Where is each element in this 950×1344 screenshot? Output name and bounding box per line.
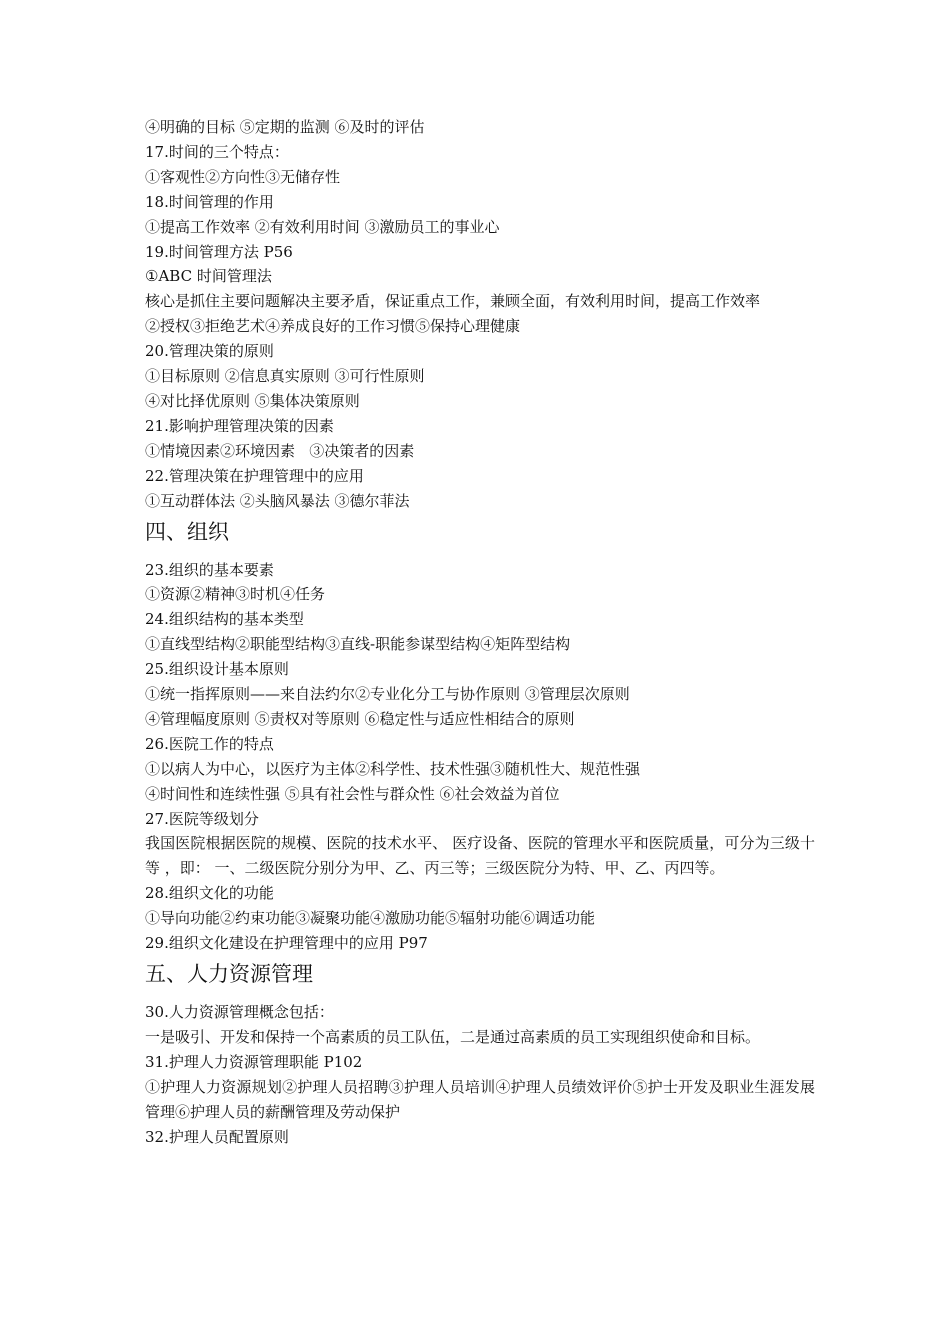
section-heading-human-resources: 五、人力资源管理: [145, 962, 313, 986]
item-heading-20: 20.管理决策的原则: [145, 342, 274, 361]
text-line: ①资源②精神③时机④任务: [145, 585, 326, 604]
item-heading-32: 32.护理人员配置原则: [145, 1127, 289, 1146]
text-line: ④明确的目标 ⑤定期的监测 ⑥及时的评估: [145, 118, 425, 136]
text-line: ④管理幅度原则 ⑤责权对等原则 ⑥稳定性与适应性相结合的原则: [145, 709, 575, 728]
text-line: ①直线型结构②职能型结构③直线-职能参谋型结构④矩阵型结构: [145, 635, 571, 654]
text-line: ②授权③拒绝艺术④养成良好的工作习惯⑤保持心理健康: [145, 317, 521, 336]
paragraph: 一是吸引、开发和保持一个高素质的员工队伍，二是通过高素质的员工实现组织使命和目标。: [145, 1027, 761, 1046]
paragraph: ①护理人力资源规划②护理人员招聘③护理人员培训④护理人员绩效评价⑤护士开发及职业生涯发展管理⑥护理人员的薪酬管理及劳动保护: [145, 1077, 815, 1121]
text-line: ①目标原则 ②信息真实原则 ③可行性原则: [145, 367, 425, 386]
item-heading-25: 25.组织设计基本原则: [145, 660, 289, 679]
text-line: ①提高工作效率 ②有效利用时间 ③激励员工的事业心: [145, 217, 500, 236]
item-heading-23: 23.组织的基本要素: [145, 560, 274, 579]
item-heading-19: 19.时间管理方法 P56: [145, 242, 293, 261]
item-heading-26: 26.医院工作的特点: [145, 734, 274, 753]
text-line: ④对比择优原则 ⑤集体决策原则: [145, 391, 360, 410]
text-line: ①以病人为中心，以医疗为主体②科学性、技术性强③随机性大、规范性强: [145, 759, 641, 778]
text-line: ①导向功能②约束功能③凝聚功能④激励功能⑤辐射功能⑥调适功能: [145, 909, 596, 928]
text-line: ①ABC 时间管理法: [145, 267, 272, 286]
item-heading-18: 18.时间管理的作用: [145, 192, 274, 211]
text-line: ①情境因素②环境因素 ③决策者的因素: [145, 441, 415, 460]
text-line: ①统一指挥原则——来自法约尔②专业化分工与协作原则 ③管理层次原则: [145, 685, 630, 704]
item-heading-28: 28.组织文化的功能: [145, 884, 274, 903]
item-heading-21: 21.影响护理管理决策的因素: [145, 416, 334, 435]
document-body: [145, 115, 815, 1149]
paragraph: 核心是抓住主要问题解决主要矛盾，保证重点工作，兼顾全面，有效利用时间，提高工作效率: [145, 292, 761, 311]
text-line: ①互动群体法 ②头脑风暴法 ③德尔菲法: [145, 491, 410, 510]
item-heading-22: 22.管理决策在护理管理中的应用: [145, 466, 364, 485]
section-heading-organization: 四、组织: [145, 519, 229, 544]
item-heading-24: 24.组织结构的基本类型: [145, 610, 304, 629]
paragraph: 我国医院根据医院的规模、医院的技术水平、 医疗设备、医院的管理水平和医院质量，可分为三级十等 ，即： 一、二级医院分别分为甲、乙、丙三等；三级医院分为特、甲、乙、丙四等。: [145, 834, 815, 878]
item-heading-27: 27.医院等级划分: [145, 809, 259, 828]
item-heading-31: 31.护理人力资源管理职能 P102: [145, 1052, 363, 1071]
item-heading-30: 30.人力资源管理概念包括：: [145, 1003, 334, 1021]
item-heading-29: 29.组织文化建设在护理管理中的应用 P97: [145, 934, 428, 953]
item-heading-17: 17.时间的三个特点：: [145, 142, 289, 161]
text-line: ④时间性和连续性强 ⑤具有社会性与群众性 ⑥社会效益为首位: [145, 784, 560, 803]
text-line: ①客观性②方向性③无储存性: [145, 167, 341, 186]
